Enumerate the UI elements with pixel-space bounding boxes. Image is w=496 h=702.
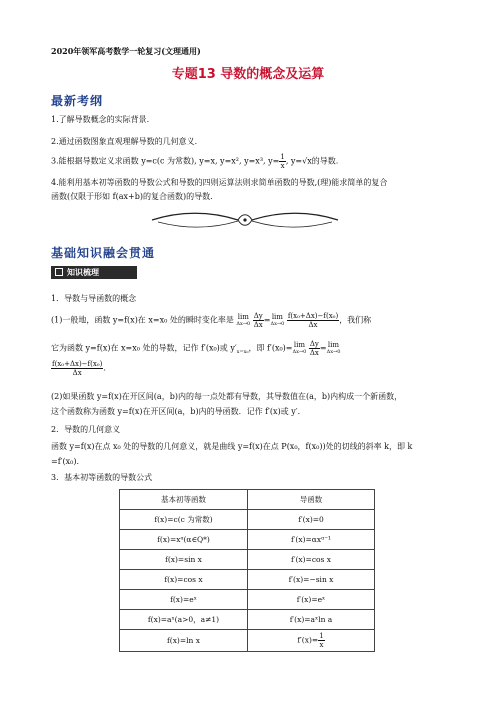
table-header-cell: 导函数	[248, 490, 375, 510]
table-row	[120, 590, 375, 610]
section-heading-basics: 基础知识融会贯通	[51, 246, 156, 260]
subheading-3: 3．基本初等函数的导数公式	[51, 473, 153, 482]
table-header-row	[120, 490, 375, 510]
doc-header: 2020年领军高考数学一轮复习(文理通用)	[51, 46, 201, 56]
table-cell: f(x)=c(c 为常数)	[120, 510, 248, 530]
table-cell: f(x)=sin x	[120, 550, 248, 570]
def-2-line-1: (2)如果函数 y=f(x)在开区间(a，b)内的每一点处都有导数，其导数值在(a，b)内构成一个新函数，	[51, 392, 403, 401]
def-line-2: 它为函数 y=f(x)在 x=x₀ 处的导数，记作 f′(x₀)或 $y'_{x=x_0}$，即 f′(x₀)=lim Δx→0 $\frac{\Delta y}{\Delta x}$ =lim Δx→0	[51, 340, 341, 357]
table-row	[120, 570, 375, 590]
table-cell: f′(x)=−sin x	[248, 570, 375, 590]
table-row	[120, 530, 375, 550]
outline-item-4-cont: 函数(仅限于形如 f(ax+b)的复合函数)的导数.	[51, 192, 213, 201]
section-heading-outline: 最新考纲	[51, 94, 104, 108]
table-row	[120, 610, 375, 630]
derivative-formula-table	[119, 489, 375, 652]
fraction-1-over-x: $\frac{1}{x}$	[280, 153, 285, 170]
table-cell: f(x)=xᵅ(α∈Q*)	[120, 530, 248, 550]
outline-item-2: 2.通过函数图象直观理解导数的几何意义.	[51, 137, 198, 146]
page-title: 专题13 导数的概念及运算	[171, 67, 325, 82]
table-cell: f(x)=ln x	[120, 630, 248, 652]
table-cell: f′(x)=αxᵅ⁻¹	[248, 530, 375, 550]
table-cell: f′(x)=eˣ	[248, 590, 375, 610]
subheading-2: 2．导数的几何意义	[51, 425, 121, 434]
def-2-line-2: 这个函数称为函数 y=f(x)在开区间(a，b)内的导函数．记作 f′(x)或 y′．	[51, 407, 306, 416]
outline-item-1: 1.了解导数概念的实际背景.	[51, 115, 150, 124]
def-line-1: (1)一般地，函数 y=f(x)在 x=x₀ 处的瞬时变化率是 lim Δx→0 $\frac{\Delta y}{\Delta x}$ =lim Δx→0 $\frac{\text{f(x₀+Δx)−f(x₀)}}{\Delta x}$ ，我们称	[51, 312, 372, 329]
table-header-cell: 基本初等函数	[120, 490, 248, 510]
ornament-divider	[150, 209, 340, 231]
geo-line-2: =f′(x₀).	[51, 457, 79, 466]
subheading-1: 1．导数与导函数的概念	[51, 294, 137, 303]
outline-item-4: 4.能利用基本初等函数的导数公式和导数的四则运算法则求简单函数的导数,(理)能求简单的复合	[51, 178, 388, 187]
table-cell: f′(x)=aˣln a	[248, 610, 375, 630]
table-row	[120, 550, 375, 570]
geo-line-1: 函数 y=f(x)在点 x₀ 处的导数的几何意义，就是曲线 y=f(x)在点 P(x₀，f(x₀))处的切线的斜率 k，即 k	[51, 442, 413, 451]
table-cell: f(x)=aˣ(a>0，a≠1)	[120, 610, 248, 630]
table-cell: f′(x)=0	[248, 510, 375, 530]
table-row	[120, 510, 375, 530]
def-line-3: $\frac{\text{f(x₀+Δx)−f(x₀)}}{\Delta x}$ .	[52, 360, 106, 377]
table-row	[120, 630, 375, 652]
book-icon	[55, 268, 63, 276]
table-cell: f′(x)=cos x	[248, 550, 375, 570]
table-cell: f(x)=eˣ	[120, 590, 248, 610]
table-cell: f′(x)= $\frac{1}{x}$	[248, 630, 375, 652]
knowledge-badge: 知识梳理	[51, 266, 137, 279]
table-cell: f(x)=cos x	[120, 570, 248, 590]
outline-item-3: 3.能根据导数定义求函数 y=c(c 为常数), y=x, y=x², y=x³, y= $\frac{1}{x}$ , y=√x的导数.	[51, 153, 339, 170]
